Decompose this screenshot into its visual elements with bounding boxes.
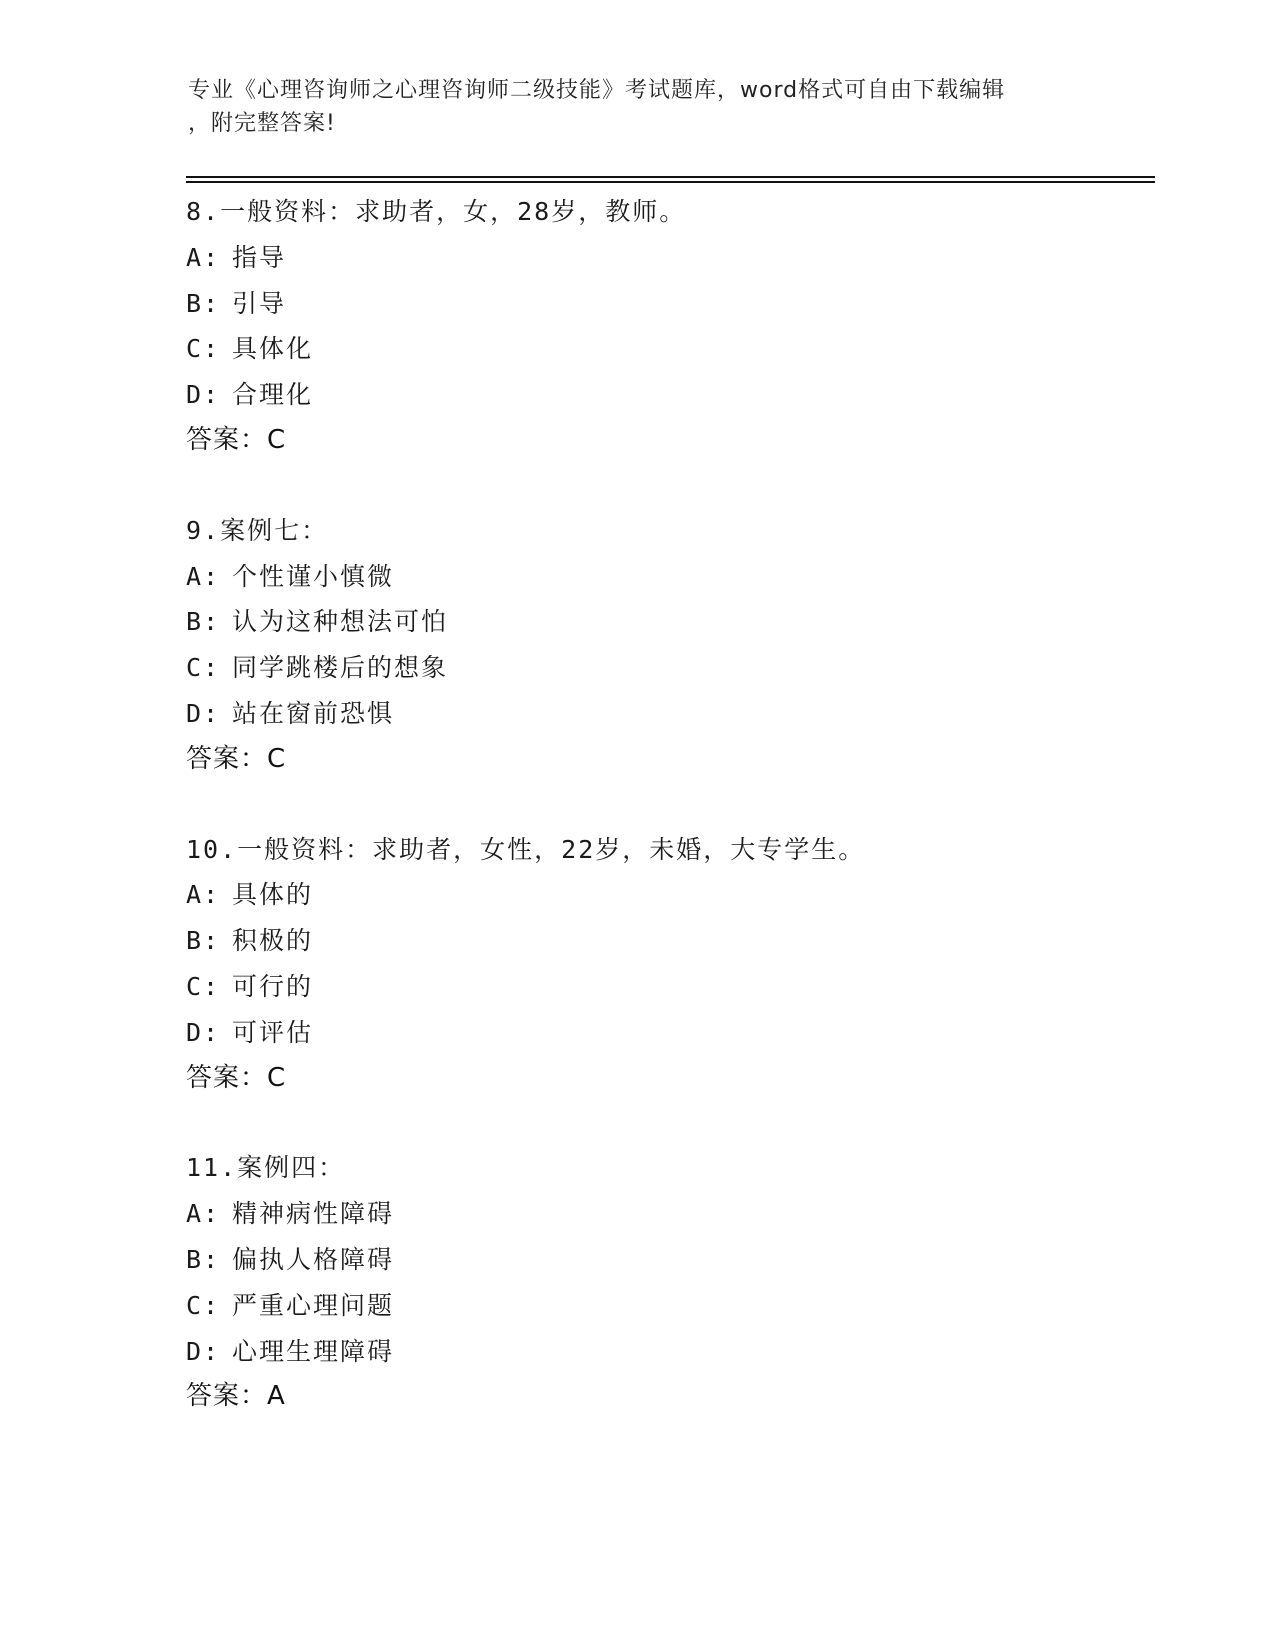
option-letter: C: — [186, 653, 221, 683]
question-list — [186, 189, 1146, 1464]
option-d — [186, 691, 1146, 737]
question-8 — [186, 189, 1146, 464]
option-c — [186, 326, 1146, 372]
header-divider-top — [186, 176, 1155, 178]
option-c — [186, 645, 1146, 691]
header-line-2: ，附完整答案! — [188, 111, 336, 136]
option-letter: A: — [186, 1199, 221, 1229]
option-text: 精神病性障碍 — [232, 1199, 395, 1229]
option-text: 指导 — [232, 242, 287, 272]
option-c — [186, 964, 1146, 1010]
option-d — [186, 1329, 1146, 1375]
option-letter: D: — [186, 1336, 221, 1366]
question-10 — [186, 827, 1146, 1102]
document-header — [188, 74, 1088, 140]
option-text: 个性谨小慎微 — [232, 561, 395, 591]
option-letter: D: — [186, 698, 221, 728]
question-9 — [186, 508, 1146, 783]
question-11 — [186, 1145, 1146, 1420]
option-letter: B: — [186, 1244, 221, 1274]
option-b — [186, 1237, 1146, 1283]
option-letter: D: — [186, 380, 221, 410]
answer-line: 答案：C — [186, 424, 287, 455]
answer-line: 答案：C — [186, 743, 287, 774]
question-title: 8.一般资料：求助者，女，28岁，教师。 — [186, 197, 687, 226]
option-letter: B: — [186, 607, 221, 637]
option-text: 站在窗前恐惧 — [232, 698, 395, 728]
option-letter: A: — [186, 242, 221, 272]
option-text: 合理化 — [232, 380, 314, 410]
option-letter: A: — [186, 880, 221, 910]
option-text: 同学跳楼后的想象 — [232, 653, 449, 683]
option-letter: B: — [186, 288, 221, 318]
option-text: 可评估 — [232, 1017, 314, 1047]
option-letter: C: — [186, 334, 221, 364]
option-text: 具体的 — [232, 880, 314, 910]
option-d — [186, 1010, 1146, 1056]
option-text: 严重心理问题 — [232, 1290, 395, 1320]
question-title: 10.一般资料：求助者，女性，22岁，未婚，大专学生。 — [186, 834, 866, 864]
option-text: 偏执人格障碍 — [232, 1244, 395, 1274]
option-letter: A: — [186, 561, 221, 591]
option-text: 引导 — [232, 288, 287, 318]
option-text: 认为这种想法可怕 — [232, 607, 449, 637]
option-letter: C: — [186, 971, 221, 1001]
option-text: 可行的 — [232, 971, 314, 1001]
option-text: 具体化 — [232, 334, 314, 364]
option-b — [186, 599, 1146, 645]
option-letter: B: — [186, 926, 221, 956]
option-a — [186, 235, 1146, 281]
header-line-1: 专业《心理咨询师之心理咨询师二级技能》考试题库，word格式可自由下载编辑 — [188, 78, 1006, 103]
option-letter: C: — [186, 1290, 221, 1320]
option-a — [186, 554, 1146, 600]
question-title: 11.案例四： — [186, 1153, 346, 1183]
option-c — [186, 1283, 1146, 1329]
option-a — [186, 872, 1146, 918]
option-b — [186, 918, 1146, 964]
option-b — [186, 281, 1146, 327]
option-text: 积极的 — [232, 926, 314, 956]
answer-line: 答案：C — [186, 1062, 287, 1093]
header-divider-bottom — [186, 181, 1155, 183]
answer-line: 答案：A — [186, 1381, 286, 1412]
question-title: 9.案例七： — [186, 515, 329, 545]
option-a — [186, 1191, 1146, 1237]
option-letter: D: — [186, 1017, 221, 1047]
option-d — [186, 372, 1146, 418]
option-text: 心理生理障碍 — [232, 1336, 395, 1366]
